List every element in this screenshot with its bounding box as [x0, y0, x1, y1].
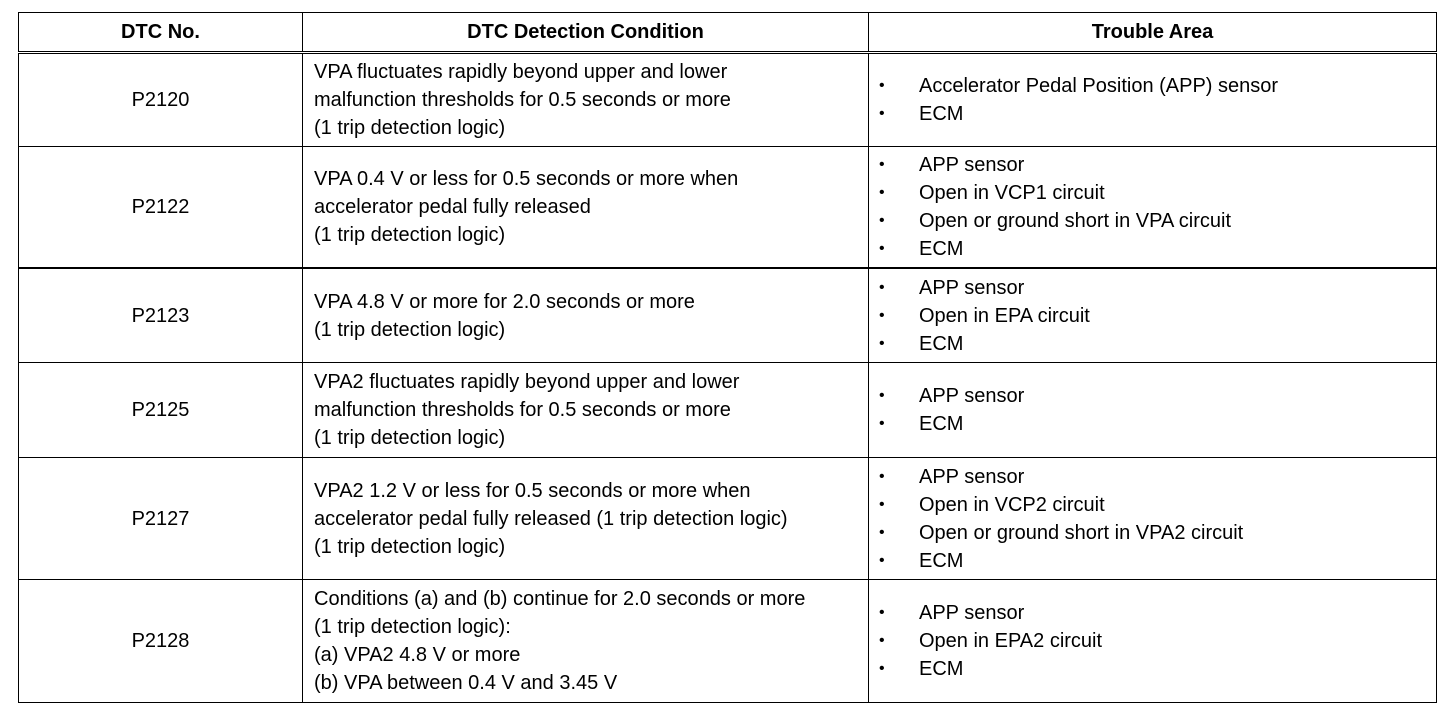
- trouble-area-text: Accelerator Pedal Position (APP) sensor: [919, 75, 1279, 97]
- trouble-area: [869, 53, 1437, 147]
- condition-line: VPA 4.8 V or more for 2.0 seconds or more: [314, 290, 695, 313]
- trouble-area-text: ECM: [919, 332, 964, 355]
- bullet-icon: •: [879, 334, 885, 352]
- table-row: [19, 580, 1437, 703]
- bullet-icon: •: [879, 632, 885, 649]
- trouble-area-item: [869, 179, 1436, 207]
- trouble-area-list: [869, 274, 1436, 358]
- trouble-area: [869, 580, 1437, 703]
- condition-line: (1 trip detection logic): [314, 318, 506, 341]
- header-trouble-area: Trouble Area: [869, 13, 1437, 53]
- detection-condition: [303, 363, 869, 458]
- trouble-area-list: [869, 151, 1436, 263]
- dtc-code: P2128: [19, 580, 303, 703]
- trouble-area-text: Open in EPA2 circuit: [919, 630, 1103, 652]
- trouble-area-list: [869, 599, 1436, 683]
- condition-line: (1 trip detection logic):: [314, 616, 511, 638]
- condition-line: accelerator pedal fully released: [314, 196, 591, 218]
- trouble-area-list: [869, 72, 1436, 128]
- table-row: [19, 363, 1437, 458]
- condition-line: (1 trip detection logic): [314, 224, 506, 246]
- trouble-area-text: Open in EPA circuit: [919, 304, 1090, 327]
- trouble-area: [869, 363, 1437, 458]
- trouble-area-item: [869, 382, 1436, 410]
- table-row: [19, 147, 1437, 269]
- trouble-area-text: ECM: [919, 658, 964, 680]
- trouble-area-list: [869, 463, 1436, 575]
- trouble-area-item: [869, 274, 1436, 302]
- trouble-area-item: [869, 655, 1436, 683]
- condition-line: VPA fluctuates rapidly beyond upper and lower: [314, 61, 728, 83]
- trouble-area: [869, 147, 1437, 269]
- trouble-area-text: Open or ground short in VPA circuit: [919, 210, 1232, 232]
- trouble-area-text: Open in VCP1 circuit: [919, 182, 1105, 204]
- condition-line: VPA2 1.2 V or less for 0.5 seconds or more when: [314, 479, 751, 502]
- bullet-icon: •: [879, 415, 885, 432]
- trouble-area-item: [869, 330, 1436, 358]
- condition-line: Conditions (a) and (b) continue for 2.0 seconds or more: [314, 588, 806, 610]
- dtc-code: P2122: [19, 147, 303, 269]
- bullet-icon: •: [879, 660, 885, 677]
- trouble-area-item: [869, 547, 1436, 575]
- trouble-area-item: [869, 463, 1436, 491]
- dtc-code: P2125: [19, 363, 303, 458]
- detection-condition: [303, 580, 869, 703]
- detection-condition: [303, 458, 869, 580]
- bullet-icon: •: [879, 306, 885, 324]
- trouble-area-text: ECM: [919, 238, 964, 260]
- trouble-area-item: [869, 72, 1436, 100]
- bullet-icon: •: [879, 604, 885, 621]
- condition-line: (1 trip detection logic): [314, 117, 506, 139]
- trouble-area-item: [869, 599, 1436, 627]
- trouble-area-item: [869, 491, 1436, 519]
- condition-line: (1 trip detection logic): [314, 427, 506, 449]
- condition-line: (a) VPA2 4.8 V or more: [314, 644, 521, 666]
- trouble-area-item: [869, 207, 1436, 235]
- header-detection-condition: DTC Detection Condition: [303, 13, 869, 53]
- condition-line: VPA 0.4 V or less for 0.5 seconds or more when: [314, 168, 739, 190]
- dtc-code: P2127: [19, 458, 303, 580]
- trouble-area: [869, 268, 1437, 363]
- trouble-area-text: APP sensor: [919, 276, 1025, 299]
- condition-line: (1 trip detection logic): [314, 535, 506, 558]
- trouble-area-text: APP sensor: [919, 385, 1025, 407]
- trouble-area-text: Open or ground short in VPA2 circuit: [919, 521, 1244, 544]
- dtc-code: P2123: [19, 268, 303, 363]
- condition-line: accelerator pedal fully released (1 trip detection logic): [314, 507, 788, 530]
- bullet-icon: •: [879, 105, 885, 122]
- trouble-area-text: APP sensor: [919, 602, 1025, 624]
- trouble-area-text: ECM: [919, 413, 964, 435]
- dtc-table: [18, 12, 1437, 703]
- trouble-area-item: [869, 100, 1436, 128]
- trouble-area: [869, 458, 1437, 580]
- trouble-area-item: [869, 519, 1436, 547]
- header-row: [19, 13, 1437, 53]
- trouble-area-item: [869, 151, 1436, 179]
- bullet-icon: •: [879, 278, 885, 296]
- detection-condition: [303, 53, 869, 147]
- bullet-icon: •: [879, 77, 885, 94]
- header-dtc-no: DTC No.: [19, 13, 303, 53]
- condition-line: malfunction thresholds for 0.5 seconds or more: [314, 89, 731, 111]
- bullet-icon: •: [879, 467, 885, 485]
- bullet-icon: •: [879, 495, 885, 513]
- trouble-area-item: [869, 302, 1436, 330]
- condition-line: (b) VPA between 0.4 V and 3.45 V: [314, 672, 618, 694]
- dtc-code: P2120: [19, 53, 303, 147]
- table-row: [19, 268, 1437, 363]
- bullet-icon: •: [879, 523, 885, 541]
- trouble-area-list: [869, 382, 1436, 438]
- trouble-area-text: APP sensor: [919, 154, 1025, 176]
- condition-line: malfunction thresholds for 0.5 seconds or more: [314, 399, 731, 421]
- trouble-area-item: [869, 627, 1436, 655]
- bullet-icon: •: [879, 387, 885, 404]
- detection-condition: [303, 147, 869, 269]
- detection-condition: [303, 268, 869, 363]
- trouble-area-text: Open in VCP2 circuit: [919, 493, 1105, 516]
- bullet-icon: •: [879, 212, 885, 229]
- trouble-area-text: ECM: [919, 549, 964, 572]
- bullet-icon: •: [879, 184, 885, 201]
- bullet-icon: •: [879, 156, 885, 173]
- bullet-icon: •: [879, 240, 885, 257]
- bullet-icon: •: [879, 551, 885, 569]
- trouble-area-text: APP sensor: [919, 465, 1025, 488]
- trouble-area-text: ECM: [919, 103, 964, 125]
- trouble-area-item: [869, 235, 1436, 263]
- condition-line: VPA2 fluctuates rapidly beyond upper and lower: [314, 371, 740, 393]
- table-row: [19, 53, 1437, 147]
- trouble-area-item: [869, 410, 1436, 438]
- table-row: [19, 458, 1437, 580]
